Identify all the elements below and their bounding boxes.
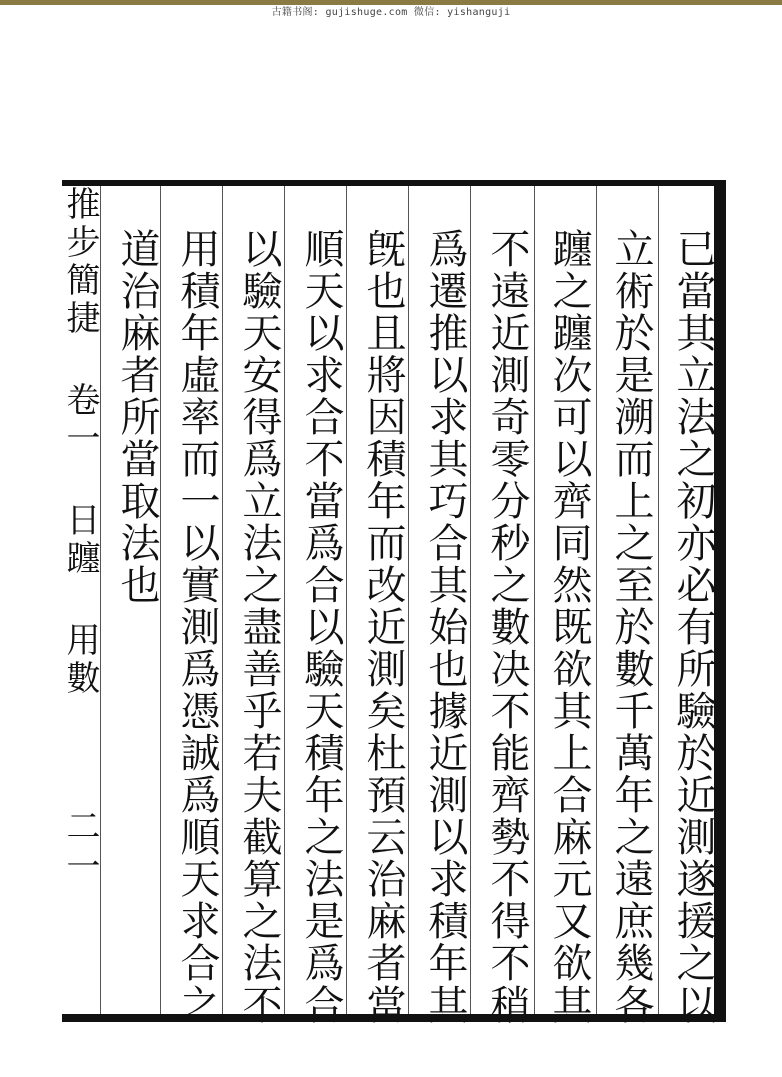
text-column-10: 道治麻者所當取法也 — [114, 228, 160, 606]
column-rule — [534, 186, 535, 1014]
page-number: 二一 — [60, 808, 100, 888]
text-column-7: 順天以求合不當爲合以驗天積年之法是爲合 — [298, 228, 344, 1026]
text-column-9: 用積年虛率而一以實測爲憑誠爲順天求合之 — [174, 228, 220, 1026]
text-column-2: 立術於是溯而上之至於數千萬年之遠庶幾各 — [608, 228, 654, 1026]
text-column-8: 以驗天安得爲立法之盡善乎若夫截算之法不 — [236, 228, 282, 1026]
column-rule — [470, 186, 471, 1014]
text-column-5: 爲遷推以求其巧合其始也據近測以求積年其 — [422, 228, 468, 1026]
column-rule — [658, 186, 659, 1014]
frame-top-border — [62, 180, 726, 186]
watermark-text: 古籍书阁: gujishuge.com 微信: yishanguji — [271, 7, 511, 18]
margin-title: 推步簡捷 卷一 日躔 用數 — [60, 186, 100, 698]
column-rule — [596, 186, 597, 1014]
text-column-6: 旣也且將因積年而改近測矣杜預云治麻者當 — [360, 228, 406, 1026]
text-column-1: 已當其立法之初亦必有所驗於近測遂援之以 — [670, 228, 716, 1026]
text-column-4: 不遠近測奇零分秒之數决不能齊勢不得不稍 — [484, 228, 530, 1026]
text-column-3: 躔之躔次可以齊同然既欲其上合麻元又欲其 — [546, 228, 592, 1026]
column-rule — [222, 186, 223, 1014]
column-rule — [100, 186, 101, 1014]
column-rule — [408, 186, 409, 1014]
column-rule — [346, 186, 347, 1014]
column-rule — [284, 186, 285, 1014]
